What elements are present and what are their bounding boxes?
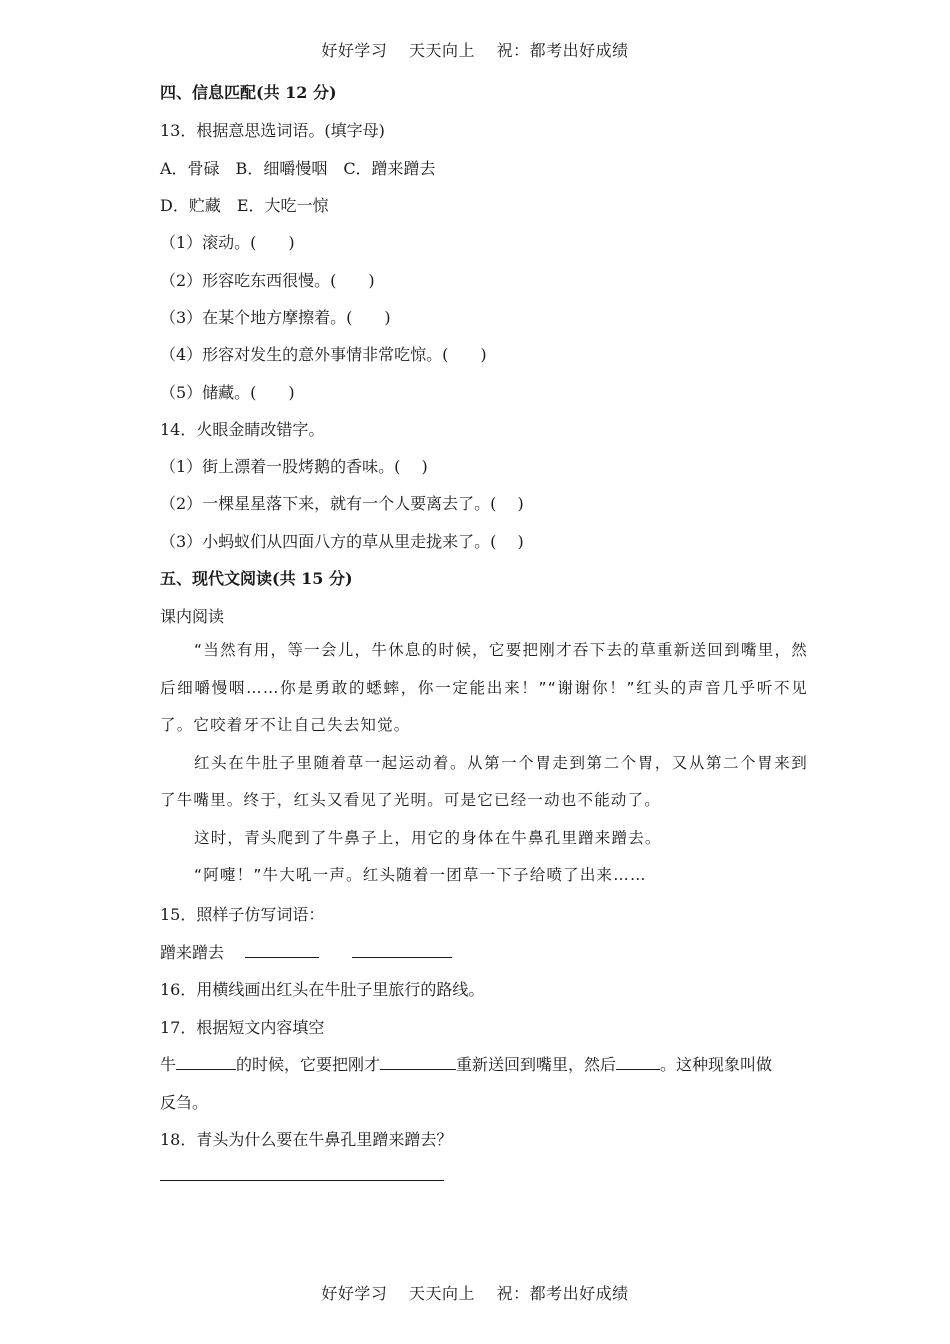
page-header [0,38,950,61]
q17-text-2: 的时候，它要把刚才 [236,1055,381,1074]
q13-item-4: （4）形容对发生的意外事情非常吃惊。( ) [160,345,487,364]
q14-item-1: （1）街上漂着一股烤鹅的香味。( ) [160,457,428,476]
q15-prompt: 15．照样子仿写词语： [160,905,325,924]
q13-item-3: （3）在某个地方摩擦着。( ) [160,308,391,327]
q13-item-5: （5）储藏。( ) [160,383,295,402]
section5-subtitle: 课内阅读 [160,607,225,626]
q13-item-1: （1）滚动。( ) [160,233,295,252]
q15-answer-line [160,940,452,963]
q17-fill-line-cont: 反刍。 [160,1093,209,1112]
q18-prompt: 18．青头为什么要在牛鼻孔里蹭来蹭去？ [160,1130,453,1149]
q13-options-line2: D．贮藏 E．大吃一惊 [160,196,329,215]
q17-text-1: 牛 [160,1055,177,1074]
footer-text-2: 天天向上 [408,1284,475,1303]
q15-blank-2[interactable] [352,943,452,958]
footer-text-3: 祝：都考出好成绩 [496,1284,629,1303]
q16-prompt: 16．用横线画出红头在牛肚子里旅行的路线。 [160,980,485,999]
q13-item-2: （2）形容吃东西很慢。( ) [160,271,375,290]
q15-example: 蹭来蹭去 [160,943,225,962]
q14-item-2: （2）一棵星星落下来，就有一个人要离去了。( ) [160,494,524,513]
q18-answer-line [160,1166,444,1185]
page-footer [0,1281,950,1304]
q17-text-3: 重新送回到嘴里，然后 [456,1055,617,1074]
q17-blank-1[interactable] [176,1055,236,1070]
section4-title: 四、信息匹配(共 12 分) [160,83,337,102]
header-text-3: 祝：都考出好成绩 [496,41,629,60]
q13-prompt: 13．根据意思选词语。(填字母) [160,121,385,140]
passage-paragraph: 这时，青头爬到了牛鼻子上，用它的身体在牛鼻孔里蹭来蹭去。 [194,828,662,847]
header-text-2: 天天向上 [408,41,475,60]
passage-paragraph: 红头在牛肚子里随着草一起运动着。从第一个胃走到第二个胃，又从第二个胃来到了牛嘴里。终于，红头又看见了光明。可是它已经一动也不能动了。 [160,753,808,809]
q14-prompt: 14．火眼金睛改错字。 [160,420,325,439]
q14-item-3: （3）小蚂蚁们从四面八方的草从里走拢来了。( ) [160,532,524,551]
passage-paragraph: “当然有用，等一会儿，牛休息的时候，它要把刚才吞下去的草重新送回到嘴里，然后细嚼慢咽……你是勇敢的蟋蟀，你一定能出来！”“谢谢你！”红头的声音几乎听不见了。它咬着牙不让自己失去知觉。 [160,641,808,734]
reading-passage [160,632,808,895]
q17-fill-line [160,1052,772,1075]
q17-text-4: 。这种现象叫做 [660,1055,773,1074]
q13-options-line1: A．骨碌 B．细嚼慢咽 C．蹭来蹭去 [160,159,436,178]
passage-paragraph: “阿嚏！”牛大吼一声。红头随着一团草一下子给喷了出来…… [194,866,647,884]
section5-title: 五、现代文阅读(共 15 分) [160,569,353,588]
q17-prompt: 17．根据短文内容填空 [160,1018,325,1037]
footer-text-1: 好好学习 [321,1284,388,1303]
q15-blank-1[interactable] [245,943,319,958]
q18-blank[interactable] [160,1166,444,1181]
q17-blank-2[interactable] [380,1055,456,1070]
header-text-1: 好好学习 [321,41,388,60]
q17-blank-3[interactable] [616,1055,660,1070]
